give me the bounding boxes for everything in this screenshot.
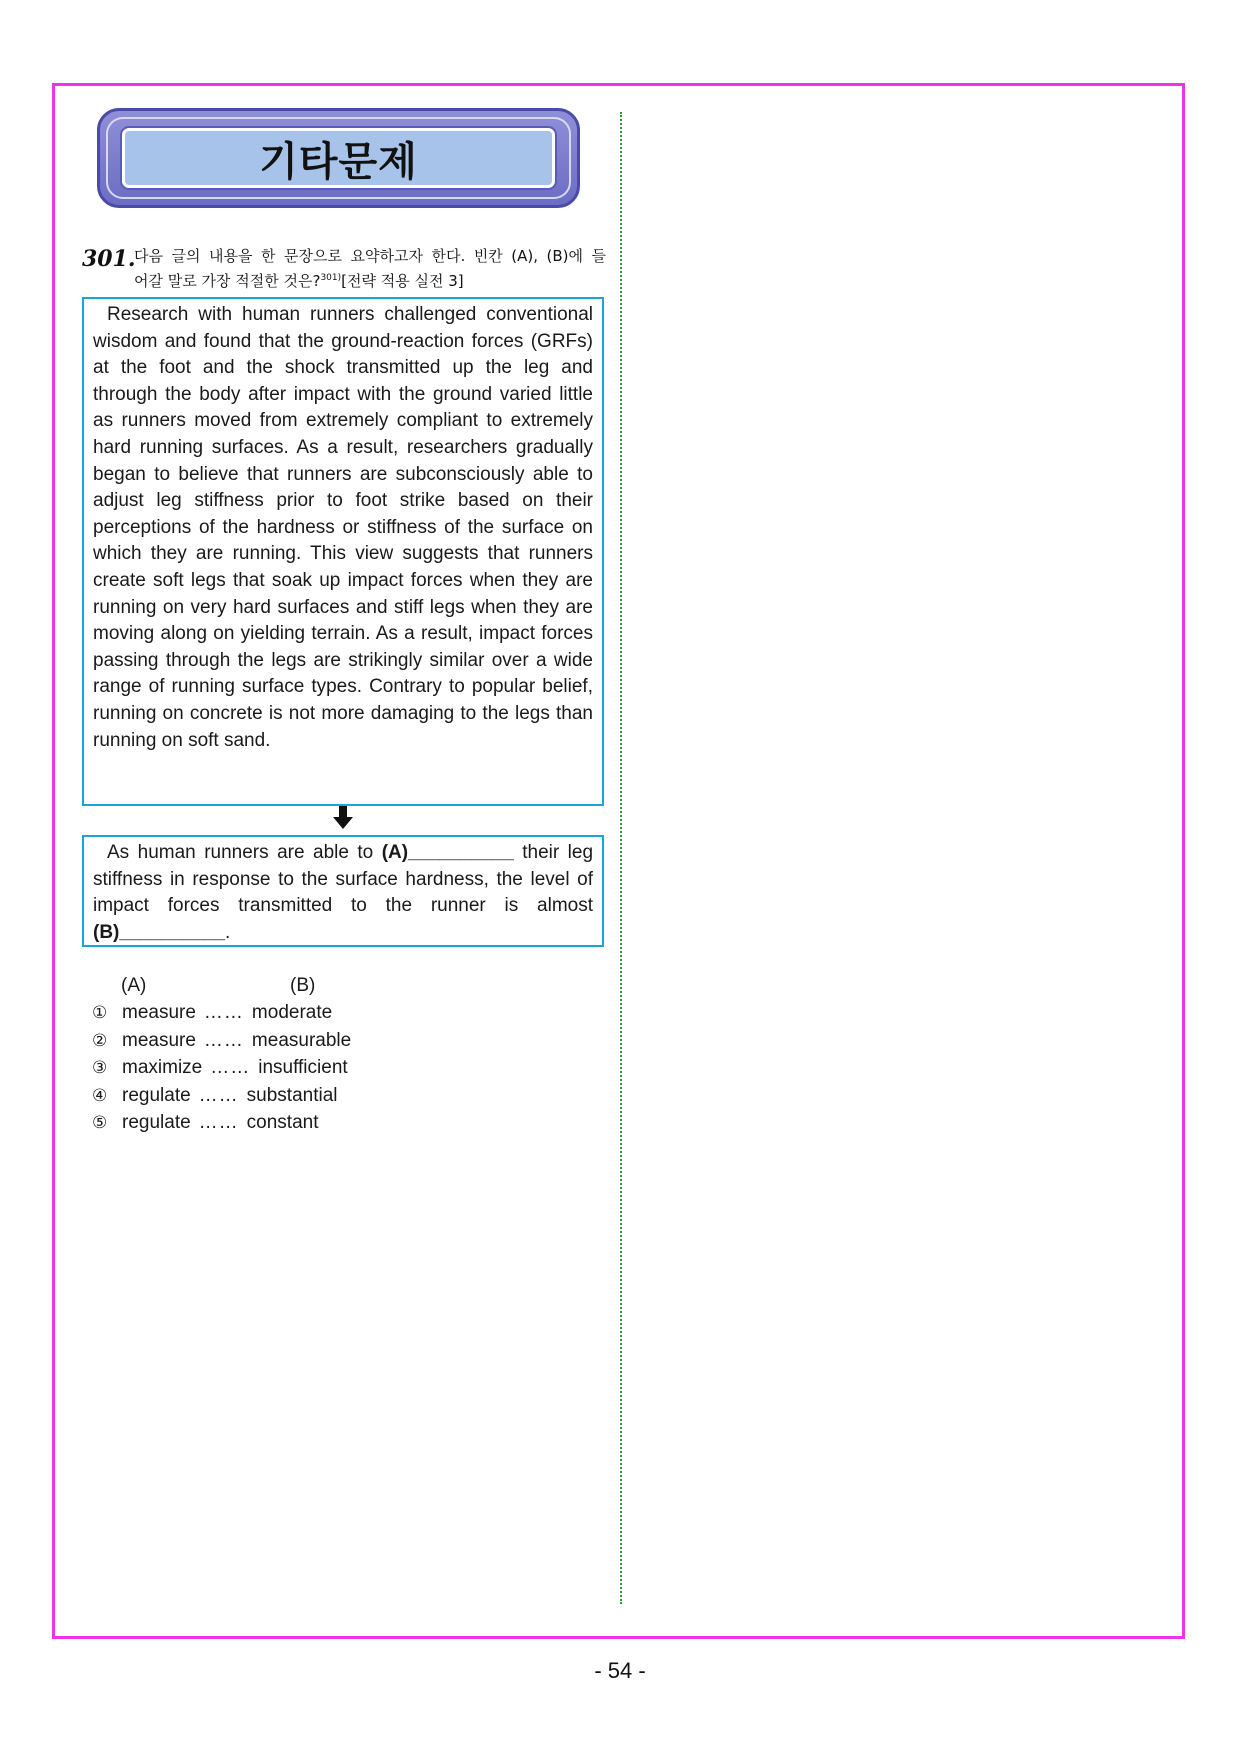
summary-box [82, 835, 604, 947]
option-number: ① [92, 1003, 108, 1023]
option-number: ④ [92, 1085, 108, 1106]
question-prompt-line2 [134, 267, 606, 292]
option-separator: …… [203, 1029, 244, 1051]
passage-box [82, 297, 604, 806]
option-separator: …… [210, 1057, 251, 1078]
option-a: regulate [122, 1112, 191, 1133]
question-prompt-line1: 다음 글의 내용을 한 문장으로 요약하고자 한다. 빈칸 (A), (B)에 들 [134, 247, 606, 265]
answer-option[interactable] [92, 1054, 351, 1082]
option-b: insufficient [258, 1057, 348, 1078]
option-separator: …… [203, 1002, 244, 1023]
page-number: - 54 - [594, 1658, 646, 1683]
option-a: measure [122, 1002, 196, 1023]
section-title: 기타문제 [259, 138, 418, 185]
option-number: ③ [92, 1058, 108, 1078]
answer-option[interactable] [92, 999, 351, 1027]
answer-option[interactable] [92, 1082, 351, 1110]
option-number: ⑤ [92, 1113, 108, 1133]
summary-part2: their leg stiffness in response to the surface hardness, the level of impact forces transmitted to the runner is almost [93, 842, 594, 917]
question-header [82, 245, 606, 292]
option-a: measure [122, 1029, 196, 1051]
question-number: 301. [82, 246, 136, 272]
options-header [92, 972, 351, 999]
arrow-down-icon [331, 805, 355, 831]
question-source: [전략 적용 실전 3] [341, 272, 464, 290]
answer-options [92, 972, 351, 1137]
footnote-ref: 301) [320, 273, 342, 283]
option-b: moderate [251, 1002, 333, 1023]
section-title-plaque [97, 108, 580, 208]
option-b: substantial [246, 1084, 338, 1106]
option-a: regulate [122, 1084, 191, 1106]
blank-b: (B)__________ [93, 921, 226, 943]
option-a: maximize [122, 1057, 203, 1078]
option-b: constant [246, 1112, 319, 1133]
question-prompt-main: 어갈 말로 가장 적절한 것은? [134, 272, 321, 290]
option-separator: …… [198, 1112, 239, 1133]
summary-part1: As human runners are able to [107, 842, 382, 863]
option-separator: …… [198, 1084, 239, 1106]
answer-option[interactable] [92, 1027, 351, 1055]
options-header-a: (A) [121, 975, 147, 996]
summary-part3: . [225, 921, 231, 943]
option-number: ② [92, 1030, 108, 1051]
answer-option[interactable] [92, 1109, 351, 1137]
passage-text: Research with human runners challenged conventional wisdom and found that the ground-reaction forces (GRFs) at the foot and the shock transmitted up the leg and through the body after impact with the ground varied little as runners moved from extremely compliant to extremely hard running surfaces. As a result, researchers gradually began to believe that runners are subconsciously able to adjust leg stiffness prior to foot strike based on their perceptions of the hardness or stiffness of the surface on which they are running. This view suggests that runners create soft legs that soak up impact forces when they are running on very hard surfaces and stiff legs when they are moving along on yielding terrain. As a result, impact forces passing through the legs are strikingly similar over a wide range of running surface types. Contrary to popular belief, running on concrete is not more damaging to the legs than running on soft sand. [93, 304, 593, 751]
options-header-b: (B) [290, 975, 316, 996]
column-divider [620, 112, 622, 1604]
option-b: measurable [251, 1029, 352, 1051]
blank-a: (A)__________ [381, 842, 514, 863]
